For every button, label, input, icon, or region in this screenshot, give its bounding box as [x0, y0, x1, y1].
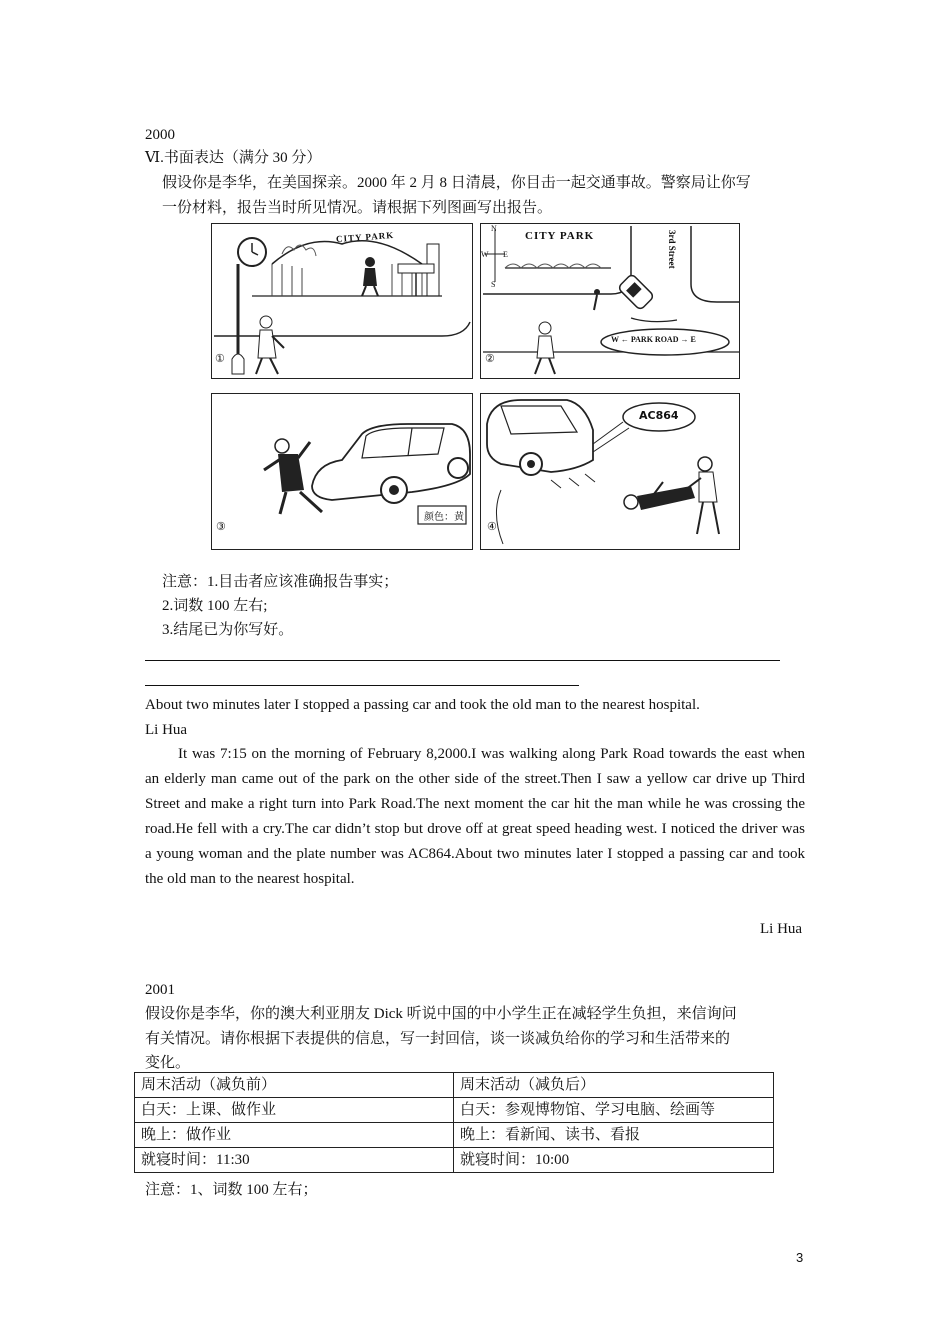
city-park-sign: CITY PARK [335, 229, 395, 245]
compass-e: E [503, 250, 508, 259]
panel-2 [480, 223, 740, 379]
page-number: 3 [796, 1250, 804, 1265]
panel-3-number: ③ [216, 521, 226, 533]
given-ending: About two minutes later I stopped a passing car and took the old man to the nearest hospital. [145, 697, 700, 713]
table-row [135, 1123, 774, 1148]
table-cell: 晚上：做作业 [135, 1123, 454, 1148]
car-color-label: 颜色：黄 [424, 512, 464, 523]
city-park-label: CITY PARK [525, 230, 595, 242]
prompt-line-2: 一份材料，报告当时所见情况。请根据下列图画写出报告。 [162, 200, 553, 216]
note-2: 2.词数 100 左右; [162, 598, 268, 614]
compass-s: S [491, 280, 496, 289]
compass-w: W [481, 250, 489, 259]
year-2001: 2001 [145, 982, 175, 998]
table-row [135, 1073, 774, 1098]
table-cell: 晚上：看新闻、读书、看报 [454, 1123, 774, 1148]
sample-essay [145, 742, 805, 892]
table-cell: 就寝时间：11:30 [135, 1148, 454, 1173]
section-title: Ⅵ.书面表达（满分 30 分） [145, 150, 322, 166]
answer-line-1 [145, 660, 780, 661]
table-cell: 白天：上课、做作业 [135, 1098, 454, 1123]
activity-table [134, 1072, 774, 1173]
panel-2-number: ② [485, 353, 495, 365]
q2001-line-3: 变化。 [145, 1055, 191, 1071]
prompt-line-1: 假设你是李华，在美国探亲。2000 年 2 月 8 日清晨，你目击一起交通事故。警察局让你写 [162, 175, 751, 191]
panel-3-drawing [212, 394, 472, 549]
note-1: 注意：1.目击者应该准确报告事实； [162, 574, 399, 590]
table-row [135, 1098, 774, 1123]
compass-n: N [491, 224, 497, 233]
q2001-line-2: 有关情况。请你根据下表提供的信息，写一封回信，谈一谈减负给你的学习和生活带来的 [145, 1031, 731, 1047]
panel-4-drawing [481, 394, 739, 549]
q2001-note: 注意：1、词数 100 左右； [145, 1182, 318, 1198]
table-cell: 周末活动（减负后） [454, 1073, 774, 1098]
panel-3 [211, 393, 473, 550]
note-3: 3.结尾已为你写好。 [162, 622, 294, 638]
given-signature: Li Hua [145, 722, 188, 738]
table-cell: 白天：参观博物馆、学习电脑、绘画等 [454, 1098, 774, 1123]
panel-1 [211, 223, 473, 379]
panel-2-drawing [481, 224, 739, 378]
plate-number-bubble: AC864 [639, 409, 679, 422]
q2001-line-1: 假设你是李华，你的澳大利亚朋友 Dick 听说中国的中小学生正在减轻学生负担，来信询问 [145, 1006, 737, 1022]
panel-4-number: ④ [487, 521, 497, 533]
answer-line-2 [145, 685, 579, 686]
essay-text: It was 7:15 on the morning of February 8,2000.I was walking along Park Road towards the east when an elderly man came out of the park on the other side of the street.Then I saw a yellow car drive up Third Street and make a right turn into Park Road.The next moment the car hit the man while he was crossing the road.He fell with a cry.The car didn’t stop but drove off at great speed heading west. I noticed the driver was a young woman and the plate number was AC864.About two minutes later I stopped a passing car and took the old man to the nearest hospital. [145, 746, 805, 887]
third-street-label: 3rd Street [667, 230, 677, 269]
table-row [135, 1148, 774, 1173]
panel-1-drawing [212, 224, 472, 378]
table-cell: 就寝时间：10:00 [454, 1148, 774, 1173]
panel-1-number: ① [215, 353, 225, 365]
park-road-label: W ← PARK ROAD → E [611, 335, 696, 344]
essay-signature: Li Hua [760, 921, 803, 937]
panel-4 [480, 393, 740, 550]
year-2000: 2000 [145, 127, 175, 143]
table-cell: 周末活动（减负前） [135, 1073, 454, 1098]
